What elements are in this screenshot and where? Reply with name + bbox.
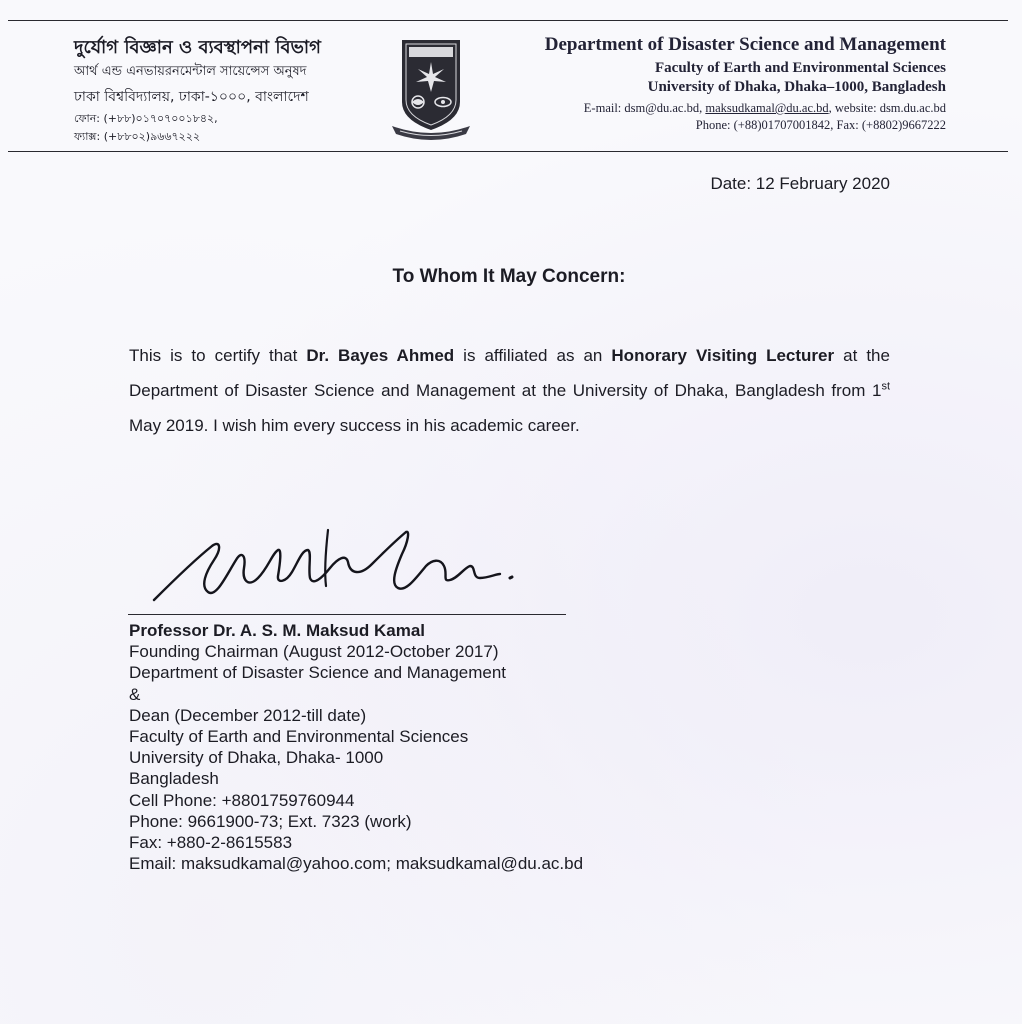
letterhead-department-name: Department of Disaster Science and Management xyxy=(544,34,946,55)
signer-block xyxy=(129,620,583,874)
signer-ampersand: & xyxy=(129,684,141,704)
signer-email: Email: maksudkamal@yahoo.com; maksudkamal@du.ac.bd xyxy=(129,854,584,874)
university-seal-logo xyxy=(392,36,470,140)
letterhead-bottom-rule xyxy=(8,151,1008,152)
heading-text: To Whom It May Concern: xyxy=(392,266,626,287)
position-title: Honorary Visiting Lecturer xyxy=(611,346,835,365)
body-text-2: is affiliated as an xyxy=(454,346,612,365)
body-text-4: May 2019. I wish him every success in his academic career. xyxy=(129,416,580,435)
letterhead-bangla-fax: ফ্যাক্স: (+৮৮০২)৯৬৬৭২২২ xyxy=(74,130,201,143)
signer-country: Bangladesh xyxy=(129,769,219,789)
letterhead-bangla-faculty: আর্থ এন্ড এনভায়রনমেন্টাল সায়েন্সেস অনুষদ xyxy=(74,64,307,79)
email-suffix: , website: dsm.du.ac.bd xyxy=(828,101,946,115)
letter-heading xyxy=(0,266,1022,288)
signer-name: Professor Dr. A. S. M. Maksud Kamal xyxy=(129,621,426,640)
letterhead-faculty-name: Faculty of Earth and Environmental Sciences xyxy=(655,60,946,76)
signer-role-founding-chairman: Founding Chairman (August 2012-October 2017) xyxy=(129,642,499,662)
signer-fax: Fax: +880-2-8615583 xyxy=(129,833,293,853)
letterhead-bangla-title: দুর্যোগ বিজ্ঞান ও ব্যবস্থাপনা বিভাগ xyxy=(74,37,321,58)
ordinal-suffix: st xyxy=(881,380,890,393)
letter-date: Date: 12 February 2020 xyxy=(710,174,890,193)
signer-faculty: Faculty of Earth and Environmental Sciences xyxy=(129,727,469,747)
signer-university: University of Dhaka, Dhaka- 1000 xyxy=(129,748,384,768)
letterhead-phone-fax: Phone: (+88)01707001842, Fax: (+8802)9667222 xyxy=(695,118,946,132)
signer-phone: Phone: 9661900-73; Ext. 7323 (work) xyxy=(129,811,412,831)
letterhead-address: University of Dhaka, Dhaka–1000, Bangladesh xyxy=(647,79,946,95)
letterhead-bangla-address: ঢাকা বিশ্ববিদ্যালয়, ঢাকা-১০০০, বাংলাদেশ xyxy=(74,89,309,105)
signer-department: Department of Disaster Science and Management xyxy=(129,663,507,683)
letterhead-top-rule xyxy=(8,20,1008,21)
email-link[interactable]: maksudkamal@du.ac.bd xyxy=(705,101,829,115)
signer-cell-phone: Cell Phone: +8801759760944 xyxy=(129,790,355,810)
letterhead-email-line xyxy=(584,101,946,116)
letter-body xyxy=(129,338,890,443)
letterhead-bangla-phone: ফোন: (+৮৮)০১৭০৭০০১৮৪২, xyxy=(74,112,218,125)
body-text-1: This is to certify that xyxy=(129,346,307,365)
signature-line xyxy=(128,614,566,615)
email-prefix: E-mail: dsm@du.ac.bd, xyxy=(583,101,706,115)
handwritten-signature xyxy=(150,520,530,614)
signer-role-dean: Dean (December 2012-till date) xyxy=(129,705,367,725)
body-text-3: at the Department of Disaster Science and Management at the University of Dhaka, Bangladesh from 1 xyxy=(129,346,890,400)
certified-person-name: Dr. Bayes Ahmed xyxy=(306,346,455,365)
